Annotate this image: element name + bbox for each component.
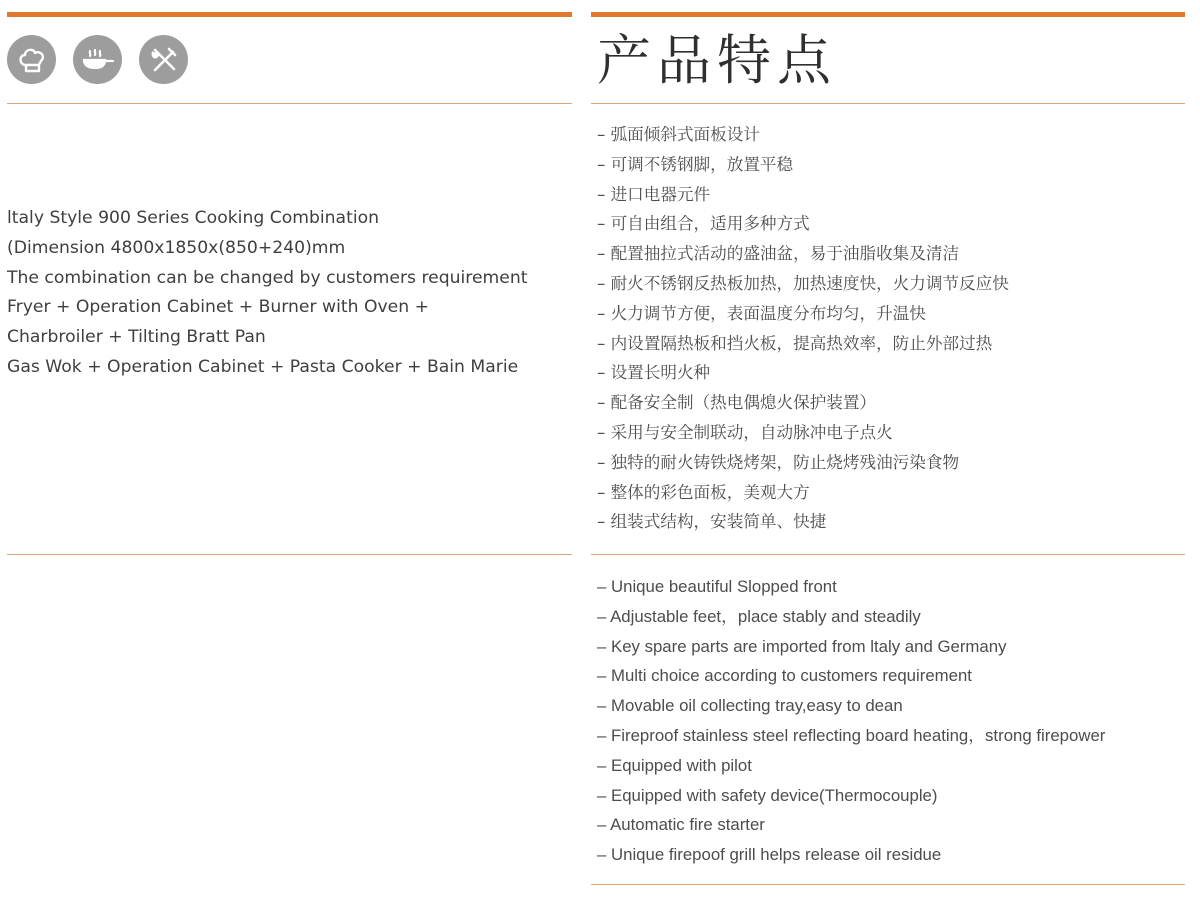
divider-right-middle xyxy=(591,554,1185,555)
feature-item-cn: – 内设置隔热板和挡火板，提高热效率，防止外部过热 xyxy=(597,329,1009,359)
feature-item-cn: – 配置抽拉式活动的盛油盆，易于油脂收集及清洁 xyxy=(597,239,1009,269)
description-line: (Dimension 4800x1850x(850+240)mm xyxy=(7,237,346,258)
feature-item-en: – Movable oil collecting tray,easy to dean xyxy=(597,691,1105,721)
feature-item-en: – Unique beautiful Slopped front xyxy=(597,572,1105,602)
feature-item-en: – Multi choice according to customers requirement xyxy=(597,661,1105,691)
feature-item-cn: – 配备安全制（热电偶熄火保护装置） xyxy=(597,388,1009,418)
features-title: 产品特点 xyxy=(597,29,837,92)
divider-left-top xyxy=(7,103,572,104)
feature-item-cn: – 组装式结构，安装简单、快捷 xyxy=(597,507,1009,537)
divider-left-middle xyxy=(7,554,572,555)
top-accent-bar-left xyxy=(7,12,572,17)
divider-right-bottom xyxy=(591,884,1185,885)
features-list-chinese xyxy=(597,120,1009,537)
feature-item-en: – Equipped with pilot xyxy=(597,751,1105,781)
description-line: Charbroiler + Tilting Bratt Pan xyxy=(7,327,266,348)
top-accent-bar-right xyxy=(591,12,1185,17)
feature-item-en: – Adjustable feet，place stably and steadily xyxy=(597,602,1105,632)
frying-pan-icon xyxy=(73,35,122,84)
description-line: Fryer + Operation Cabinet + Burner with Oven + xyxy=(7,297,429,318)
feature-item-cn: – 设置长明火种 xyxy=(597,358,1009,388)
icon-row xyxy=(7,35,188,84)
features-list-english xyxy=(597,572,1105,870)
description-line: Gas Wok + Operation Cabinet + Pasta Cooker + Bain Marie xyxy=(7,356,519,377)
feature-item-cn: – 采用与安全制联动，自动脉冲电子点火 xyxy=(597,418,1009,448)
divider-right-top xyxy=(591,103,1185,104)
feature-item-cn: – 弧面倾斜式面板设计 xyxy=(597,120,1009,150)
feature-item-cn: – 进口电器元件 xyxy=(597,180,1009,210)
feature-item-en: – Unique firepoof grill helps release oil residue xyxy=(597,840,1105,870)
feature-item-cn: – 耐火不锈钢反热板加热，加热速度快，火力调节反应快 xyxy=(597,269,1009,299)
chef-hat-icon xyxy=(7,35,56,84)
feature-item-cn: – 火力调节方便，表面温度分布均匀，升温快 xyxy=(597,299,1009,329)
feature-item-en: – Equipped with safety device(Thermocouple) xyxy=(597,781,1105,811)
feature-item-cn: – 整体的彩色面板，美观大方 xyxy=(597,478,1009,508)
feature-item-cn: – 独特的耐火铸铁烧烤架，防止烧烤残油污染食物 xyxy=(597,448,1009,478)
feature-item-en: – Key spare parts are imported from ltaly and Germany xyxy=(597,632,1105,662)
description-line: ltaly Style 900 Series Cooking Combination xyxy=(7,208,379,228)
product-description xyxy=(7,204,528,383)
feature-item-en: – Fireproof stainless steel reflecting board heating，strong firepower xyxy=(597,721,1105,751)
feature-item-cn: – 可自由组合，适用多种方式 xyxy=(597,209,1009,239)
feature-item-en: – Automatic fire starter xyxy=(597,810,1105,840)
description-line: The combination can be changed by customers requirement xyxy=(7,267,528,288)
fork-knife-icon xyxy=(139,35,188,84)
feature-item-cn: – 可调不锈钢脚，放置平稳 xyxy=(597,150,1009,180)
